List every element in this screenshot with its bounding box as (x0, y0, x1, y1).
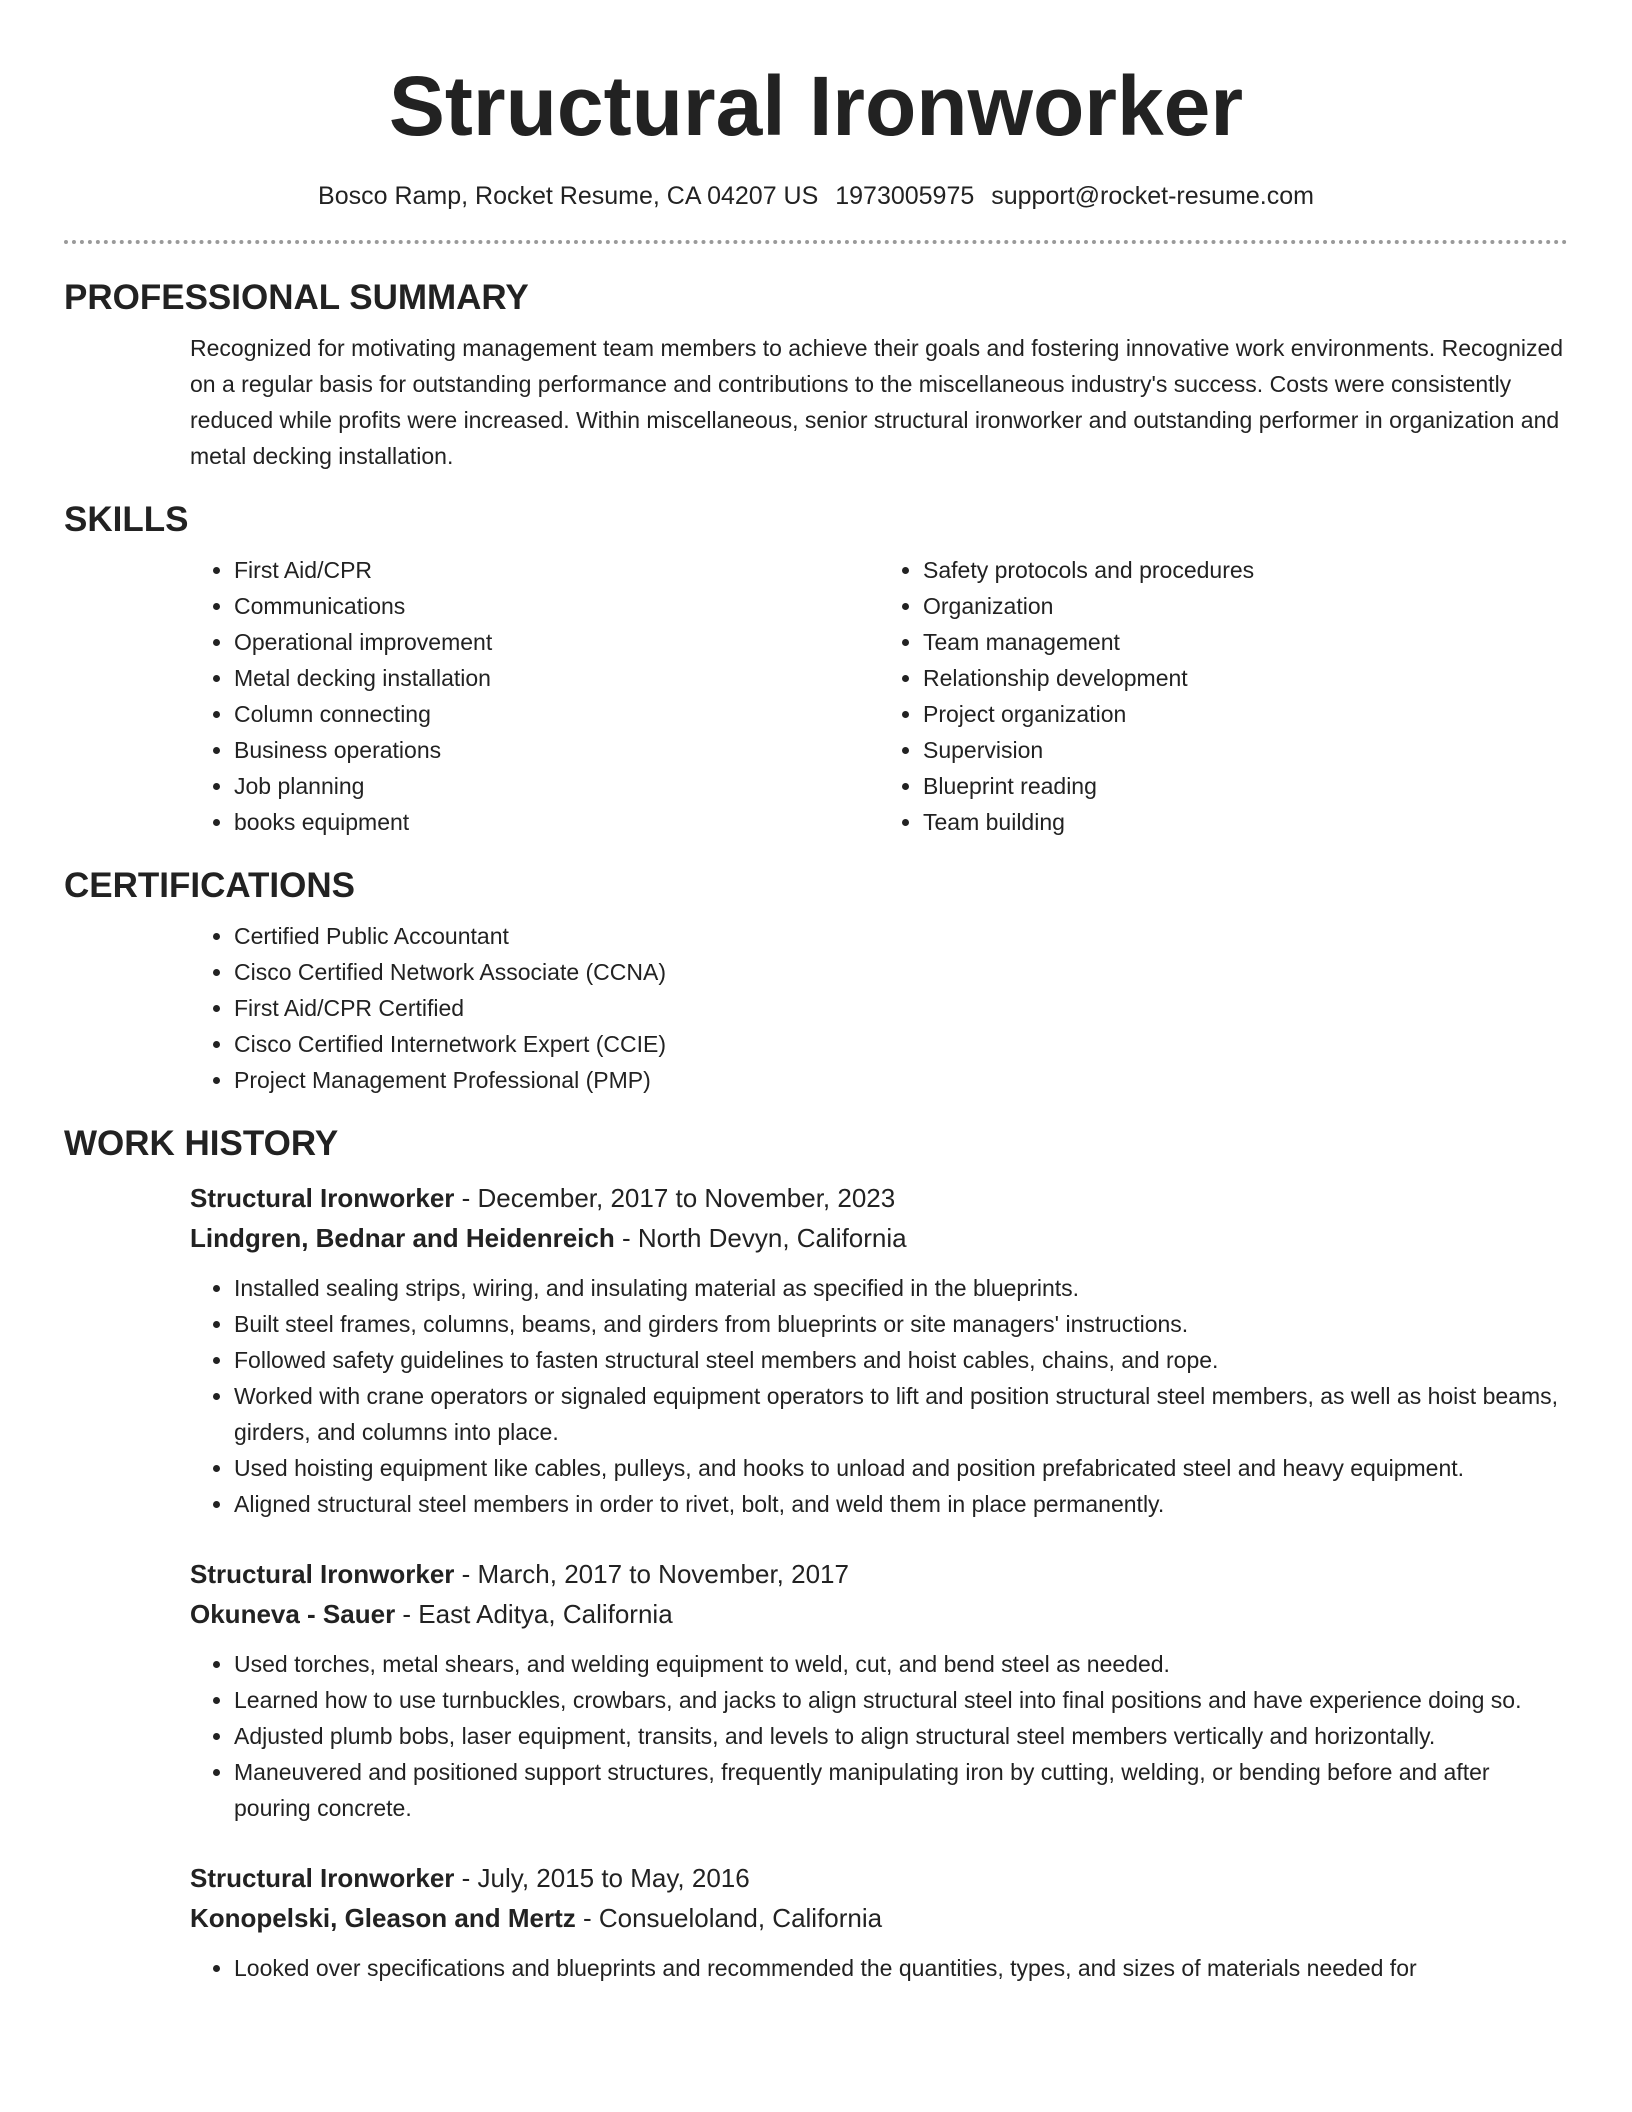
job-role: Structural Ironworker (190, 1863, 455, 1893)
skills-list-right (879, 552, 1568, 840)
skill-item: • Supervision (923, 732, 1568, 768)
job-role: Structural Ironworker (190, 1559, 455, 1589)
work-history-section (64, 1122, 1568, 1986)
job-title-line (190, 1858, 1568, 1898)
skill-item: • Team building (923, 804, 1568, 840)
job-entry (190, 1858, 1568, 1986)
skill-item: • Business operations (234, 732, 879, 768)
contact-address: Bosco Ramp, Rocket Resume, CA 04207 US (318, 182, 819, 210)
certification-item: • First Aid/CPR Certified (234, 990, 1568, 1026)
contact-line (0, 180, 1632, 212)
job-company-line (190, 1594, 1568, 1634)
resume-name: Structural Ironworker (388, 59, 1244, 153)
header-divider (64, 240, 1568, 244)
skill-item: • Safety protocols and procedures (923, 552, 1568, 588)
job-entry (190, 1178, 1568, 1522)
job-company-line (190, 1898, 1568, 1938)
job-bullet: • Built steel frames, columns, beams, and girders from blueprints or site managers' instructions. (234, 1306, 1568, 1342)
skills-title: SKILLS (64, 500, 189, 539)
job-bullets (190, 1950, 1568, 1986)
job-company: Lindgren, Bednar and Heidenreich (190, 1223, 615, 1253)
summary-title: PROFESSIONAL SUMMARY (64, 278, 529, 317)
skill-item: • Project organization (923, 696, 1568, 732)
job-entry (190, 1554, 1568, 1826)
job-bullet: • Followed safety guidelines to fasten structural steel members and hoist cables, chains, and rope. (234, 1342, 1568, 1378)
certifications-list (190, 918, 1568, 1098)
certification-item: • Certified Public Accountant (234, 918, 1568, 954)
skill-item: • Operational improvement (234, 624, 879, 660)
skill-item: • books equipment (234, 804, 879, 840)
job-bullet: • Looked over specifications and blueprints and recommended the quantities, types, and sizes of materials needed for (234, 1950, 1568, 1986)
job-bullet: • Worked with crane operators or signaled equipment operators to lift and position structural steel members, as well as hoist beams, girders, and columns into place. (234, 1378, 1568, 1450)
job-bullets (190, 1646, 1568, 1826)
job-bullet: • Maneuvered and positioned support structures, frequently manipulating iron by cutting, welding, or bending before and after pouring concrete. (234, 1754, 1568, 1826)
skills-list-left (190, 552, 879, 840)
work-history-title: WORK HISTORY (64, 1124, 339, 1163)
job-location: - North Devyn, California (614, 1223, 907, 1253)
skill-item: • Team management (923, 624, 1568, 660)
contact-email: support@rocket-resume.com (991, 182, 1314, 210)
job-title-line (190, 1178, 1568, 1218)
skill-item: • Metal decking installation (234, 660, 879, 696)
job-bullet: • Aligned structural steel members in order to rivet, bolt, and weld them in place permanently. (234, 1486, 1568, 1522)
job-role: Structural Ironworker (190, 1183, 455, 1213)
job-bullet: • Used hoisting equipment like cables, pulleys, and hooks to unload and position prefabricated steel and heavy equipment. (234, 1450, 1568, 1486)
job-dates: - December, 2017 to November, 2023 (454, 1183, 896, 1213)
certification-item: • Cisco Certified Network Associate (CCNA) (234, 954, 1568, 990)
summary-text: Recognized for motivating management team members to achieve their goals and fostering innovative work environments. Recognized on a regular basis for outstanding performance and contributions to the miscellaneous industry's success. Costs were consistently reduced while profits were increased. Within miscellaneous, senior structural ironworker and outstanding performer in organization and metal decking installation. (190, 335, 1564, 469)
job-dates: - July, 2015 to May, 2016 (454, 1863, 750, 1893)
job-bullets (190, 1270, 1568, 1522)
certification-item: • Project Management Professional (PMP) (234, 1062, 1568, 1098)
job-bullet: • Installed sealing strips, wiring, and insulating material as specified in the blueprints. (234, 1270, 1568, 1306)
skill-item: • Organization (923, 588, 1568, 624)
certifications-section (64, 864, 1568, 1098)
job-company: Konopelski, Gleason and Mertz (190, 1903, 576, 1933)
job-location: - East Aditya, California (395, 1599, 673, 1629)
skill-item: • Relationship development (923, 660, 1568, 696)
summary-section (64, 276, 1568, 474)
skill-item: • First Aid/CPR (234, 552, 879, 588)
certifications-title: CERTIFICATIONS (64, 866, 356, 905)
job-dates: - March, 2017 to November, 2017 (454, 1559, 849, 1589)
job-company: Okuneva - Sauer (190, 1599, 396, 1629)
skill-item: • Communications (234, 588, 879, 624)
job-bullet: • Used torches, metal shears, and welding equipment to weld, cut, and bend steel as needed. (234, 1646, 1568, 1682)
skills-section (64, 498, 1568, 840)
job-company-line (190, 1218, 1568, 1258)
job-title-line (190, 1554, 1568, 1594)
job-location: - Consueloland, California (575, 1903, 883, 1933)
skill-item: • Column connecting (234, 696, 879, 732)
job-bullet: • Learned how to use turnbuckles, crowbars, and jacks to align structural steel into final positions and have experience doing so. (234, 1682, 1568, 1718)
job-bullet: • Adjusted plumb bobs, laser equipment, transits, and levels to align structural steel members vertically and horizontally. (234, 1718, 1568, 1754)
certification-item: • Cisco Certified Internetwork Expert (CCIE) (234, 1026, 1568, 1062)
contact-phone: 1973005975 (835, 182, 975, 210)
skill-item: • Job planning (234, 768, 879, 804)
skill-item: • Blueprint reading (923, 768, 1568, 804)
